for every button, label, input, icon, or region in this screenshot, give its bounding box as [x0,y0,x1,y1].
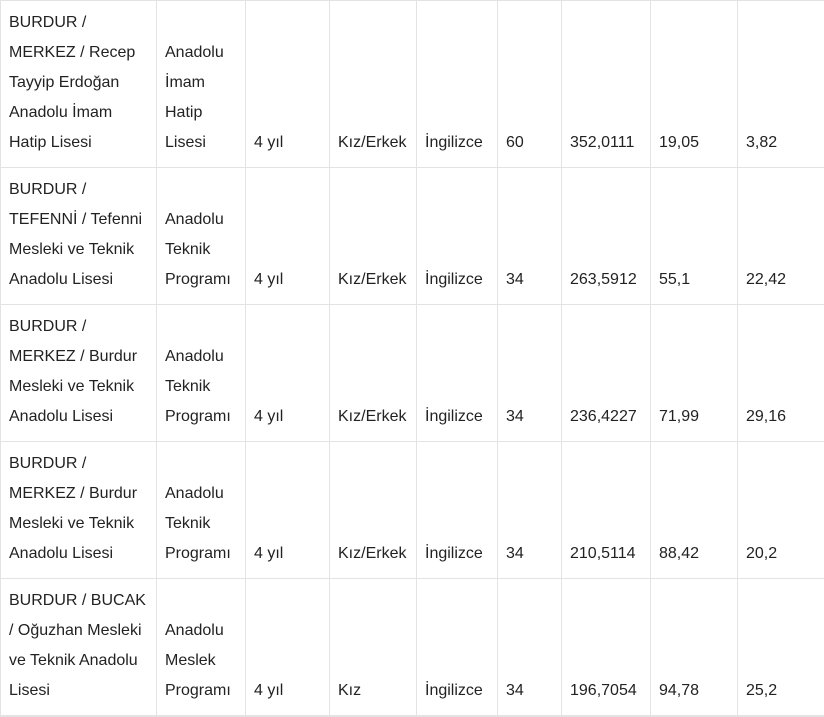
quota-cell [498,1,562,168]
table-row [1,168,824,305]
gender-cell [330,305,417,442]
quota-cell [498,305,562,442]
score-cell [562,1,651,168]
program-type: Anadolu Teknik Programı [165,348,231,425]
percentile-1: 19,05 [659,134,700,151]
language: İngilizce [425,271,483,288]
school-name: BURDUR / MERKEZ / Burdur Mesleki ve Teknik Anadolu Lisesi [9,455,138,562]
table-row [1,305,824,442]
score-cell [562,305,651,442]
score-cell [562,442,651,579]
percentile-cell [651,1,738,168]
percentile-cell [738,1,824,168]
base-score: 263,5912 [570,271,637,288]
base-score: 352,0111 [570,134,635,151]
language-cell [417,442,498,579]
percentile-1: 55,1 [659,271,691,288]
language-cell [417,579,498,717]
quota: 60 [506,134,524,151]
percentile-cell [738,305,824,442]
gender-cell [330,579,417,717]
percentile-1: 71,99 [659,408,700,425]
base-score: 210,5114 [570,545,636,562]
duration: 4 yıl [254,408,284,425]
gender-cell [330,168,417,305]
percentile-1: 88,42 [659,545,700,562]
language-cell [417,168,498,305]
quota: 34 [506,545,524,562]
percentile-cell [651,442,738,579]
gender-cell [330,1,417,168]
table-row [1,1,824,168]
duration: 4 yıl [254,134,284,151]
percentile-2: 20,2 [746,545,778,562]
gender: Kız/Erkek [338,271,407,288]
language: İngilizce [425,545,483,562]
percentile-2: 25,2 [746,682,778,699]
school-cell [1,1,157,168]
duration: 4 yıl [254,545,284,562]
score-cell [562,579,651,717]
percentile-cell [651,579,738,717]
program-cell [157,305,246,442]
gender: Kız/Erkek [338,545,407,562]
base-score: 196,7054 [570,682,637,699]
quota-cell [498,168,562,305]
quota-cell [498,579,562,717]
language: İngilizce [425,682,483,699]
school-cell [1,579,157,717]
table-body [1,1,824,717]
program-cell [157,579,246,717]
quota: 34 [506,682,524,699]
quota: 34 [506,408,524,425]
gender-cell [330,442,417,579]
quota-cell [498,442,562,579]
percentile-cell [651,305,738,442]
program-type: Anadolu İmam Hatip Lisesi [165,44,224,151]
program-type: Anadolu Teknik Programı [165,485,231,562]
score-cell [562,168,651,305]
gender: Kız/Erkek [338,134,407,151]
program-cell [157,168,246,305]
gender: Kız/Erkek [338,408,407,425]
language: İngilizce [425,134,483,151]
school-name: BURDUR / MERKEZ / Burdur Mesleki ve Teknik Anadolu Lisesi [9,318,138,425]
school-name: BURDUR / TEFENNİ / Tefenni Mesleki ve Teknik Anadolu Lisesi [9,181,143,288]
duration-cell [246,1,330,168]
school-cell [1,305,157,442]
duration-cell [246,305,330,442]
percentile-2: 3,82 [746,134,778,151]
language-cell [417,305,498,442]
percentile-1: 94,78 [659,682,700,699]
school-name: BURDUR / MERKEZ / Recep Tayyip Erdoğan Anadolu İmam Hatip Lisesi [9,14,136,151]
program-type: Anadolu Teknik Programı [165,211,231,288]
duration-cell [246,579,330,717]
duration-cell [246,442,330,579]
table-row [1,442,824,579]
school-name: BURDUR / BUCAK / Oğuzhan Mesleki ve Teknik Anadolu Lisesi [9,592,146,699]
quota: 34 [506,271,524,288]
percentile-cell [738,168,824,305]
language-cell [417,1,498,168]
table-row [1,579,824,717]
school-cell [1,168,157,305]
percentile-cell [738,442,824,579]
percentile-cell [651,168,738,305]
program-type: Anadolu Meslek Programı [165,622,231,699]
gender: Kız [338,682,362,699]
percentile-2: 29,16 [746,408,787,425]
duration: 4 yıl [254,682,284,699]
duration: 4 yıl [254,271,284,288]
percentile-cell [738,579,824,717]
program-cell [157,1,246,168]
language: İngilizce [425,408,483,425]
duration-cell [246,168,330,305]
program-cell [157,442,246,579]
base-score: 236,4227 [570,408,637,425]
school-cell [1,442,157,579]
percentile-2: 22,42 [746,271,787,288]
